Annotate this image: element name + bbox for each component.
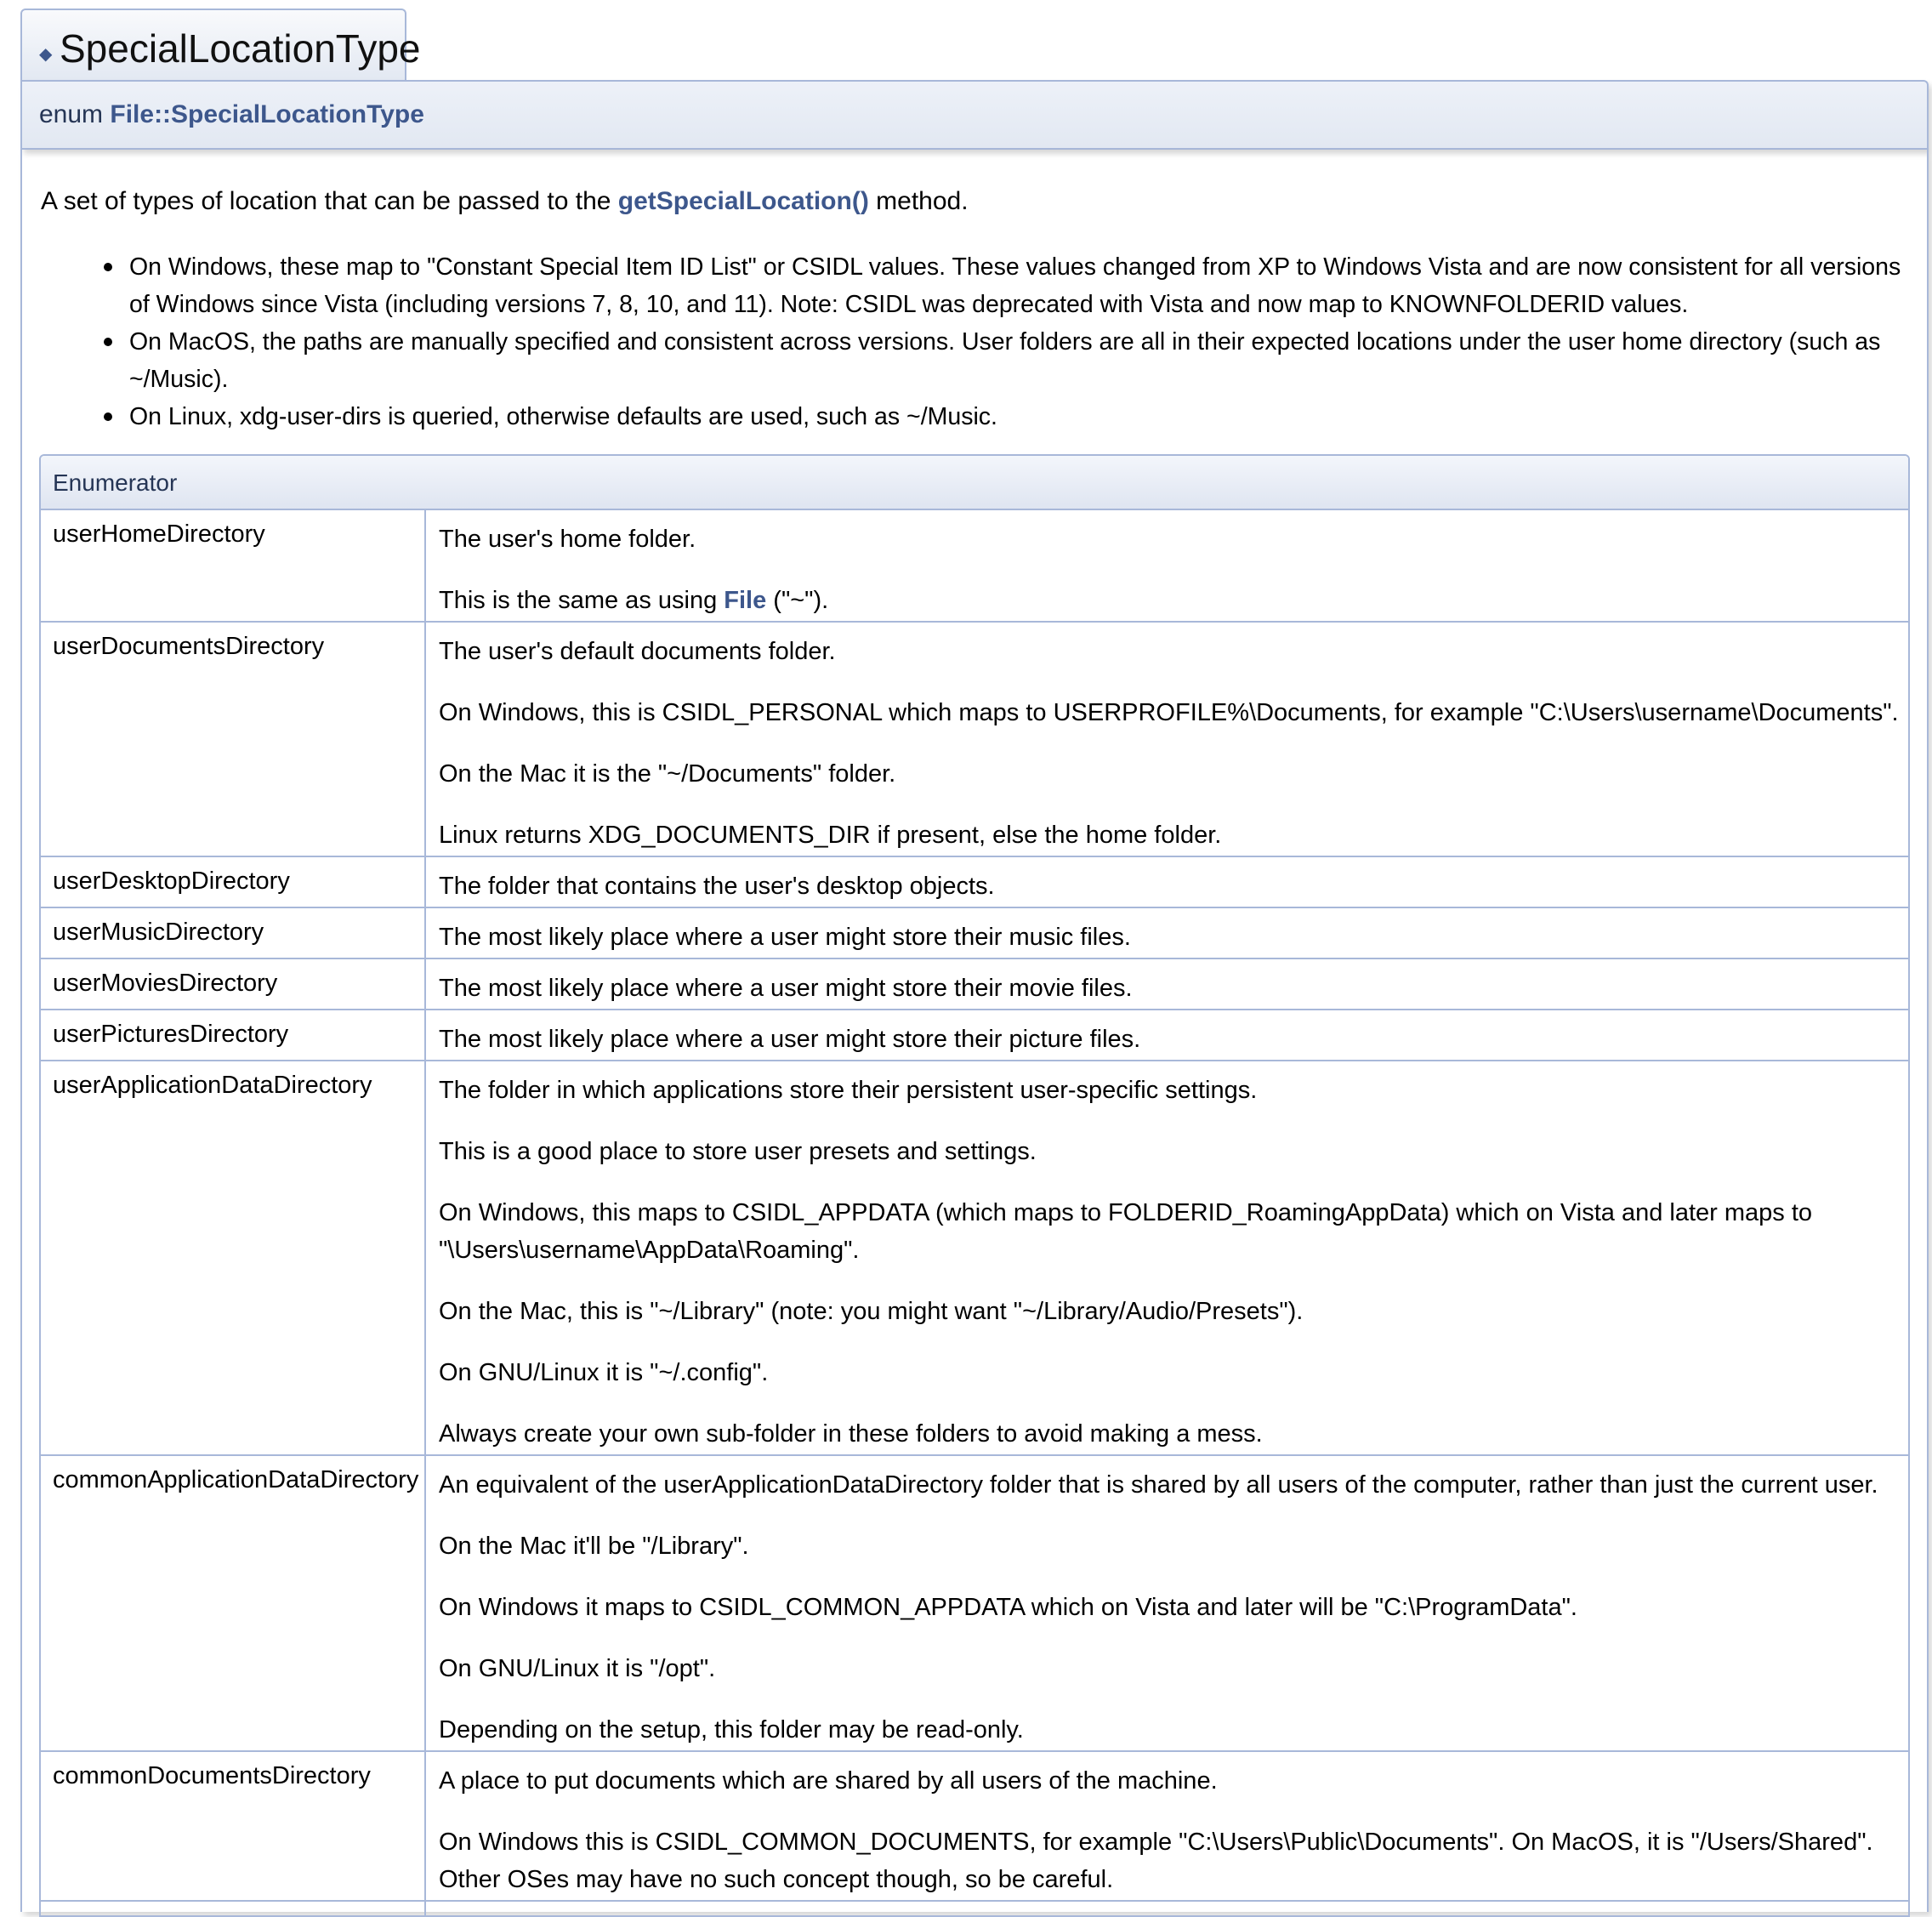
enumerator-description: An equivalent of the userApplicationDataDirectory folder that is shared by all users of the computer, rather than just the current user. On the Mac it'll be "/Library". On Windows it maps to CSIDL_COMMON_APPDATA which on Vista and later will be "C:\ProgramData". On GNU/Linux it is "/opt". Depending on the setup, this folder may be read-only.: [439, 1471, 1878, 1744]
enumerator-name: userDesktopDirectory: [53, 867, 290, 895]
list-item: On Linux, xdg-user-dirs is queried, otherwise defaults are used, such as ~/Music.: [41, 398, 1912, 435]
enumerator-description: The folder that contains the user's desktop objects.: [439, 873, 995, 900]
enumerator-name: commonDocumentsDirectory: [53, 1762, 371, 1789]
file-class-link[interactable]: File: [724, 587, 767, 614]
member-title-tab: [20, 9, 421, 82]
table-row: [41, 1456, 1908, 1752]
enumerator-description: The most likely place where a user might store their movie files.: [439, 975, 1133, 1002]
enumerator-description: The user's home folder. This is the same as using File ("~").: [439, 526, 829, 614]
enumerator-description: The user's default documents folder. On Windows, this is CSIDL_PERSONAL which maps to USERPROFILE%\Documents, for example "C:\Users\username\Documents". On the Mac it is the "~/Documents" folder. Linux returns XDG_DOCUMENTS_DIR if present, else the home folder.: [439, 638, 1899, 849]
list-item: On Windows, these map to "Constant Special Item ID List" or CSIDL values. These values changed from XP to Windows Vista and are now consistent for all versions of Windows since Vista (including versions 7, 8, 10, and 11). Note: CSIDL was deprecated with Vista and now map to KNOWNFOLDERID values.: [41, 248, 1912, 323]
table-row: [41, 908, 1908, 959]
table-row: [41, 857, 1908, 908]
enum-prototype: [20, 80, 1929, 150]
enumerator-name: userDocumentsDirectory: [53, 633, 325, 660]
enum-name-link[interactable]: File::SpecialLocationType: [110, 100, 424, 128]
enumerator-name: userApplicationDataDirectory: [53, 1072, 372, 1099]
table-row: [41, 510, 1908, 623]
diamond-icon: ◆: [39, 45, 53, 64]
enumerator-description: The folder in which applications store their persistent user-specific settings. This is a good place to store user presets and settings. On Windows, this maps to CSIDL_APPDATA (which maps to FOLDERID_RoamingAppData) which on Vista and later maps to "\Users\username\AppData\Roaming". On the Mac, this is "~/Library" (note: you might want "~/Library/Audio/Presets"). On GNU/Linux it is "~/.config". Always create your own sub-folder in these folders to avoid making a mess.: [439, 1077, 1813, 1448]
table-row: [41, 623, 1908, 857]
enumerator-name: userMoviesDirectory: [53, 970, 278, 997]
member-title: SpecialLocationType: [60, 26, 421, 71]
enumerator-name: userPicturesDirectory: [53, 1021, 289, 1048]
platform-notes-list: [41, 248, 1912, 435]
enumerator-description: A place to put documents which are shared by all users of the machine. On Windows this is CSIDL_COMMON_DOCUMENTS, for example "C:\Users\Public\Documents". On MacOS, it is "/Users/Shared". Other OSes may have no such concept though, so be careful.: [439, 1767, 1873, 1893]
enumerator-name: userMusicDirectory: [53, 919, 264, 946]
enumerator-name: commonApplicationDataDirectory: [53, 1466, 419, 1493]
list-item: On MacOS, the paths are manually specified and consistent across versions. User folders are all in their expected locations under the user home directory (such as ~/Music).: [41, 323, 1912, 398]
enumerator-name: userHomeDirectory: [53, 520, 265, 548]
enum-keyword: enum: [39, 100, 104, 128]
table-row: [41, 959, 1908, 1010]
enumerator-table-header: Enumerator: [41, 456, 1908, 510]
intro-text: A set of types of location that can be passed to the getSpecialLocation() method.: [41, 187, 969, 215]
get-special-location-link[interactable]: getSpecialLocation(): [617, 187, 869, 215]
table-row: [41, 1061, 1908, 1456]
enumerator-description: The most likely place where a user might store their picture files.: [439, 1026, 1141, 1053]
table-row: [41, 1010, 1908, 1061]
enumerator-description: The most likely place where a user might store their music files.: [439, 924, 1131, 951]
table-row: [41, 1752, 1908, 1902]
enumerator-table: [39, 454, 1910, 1917]
